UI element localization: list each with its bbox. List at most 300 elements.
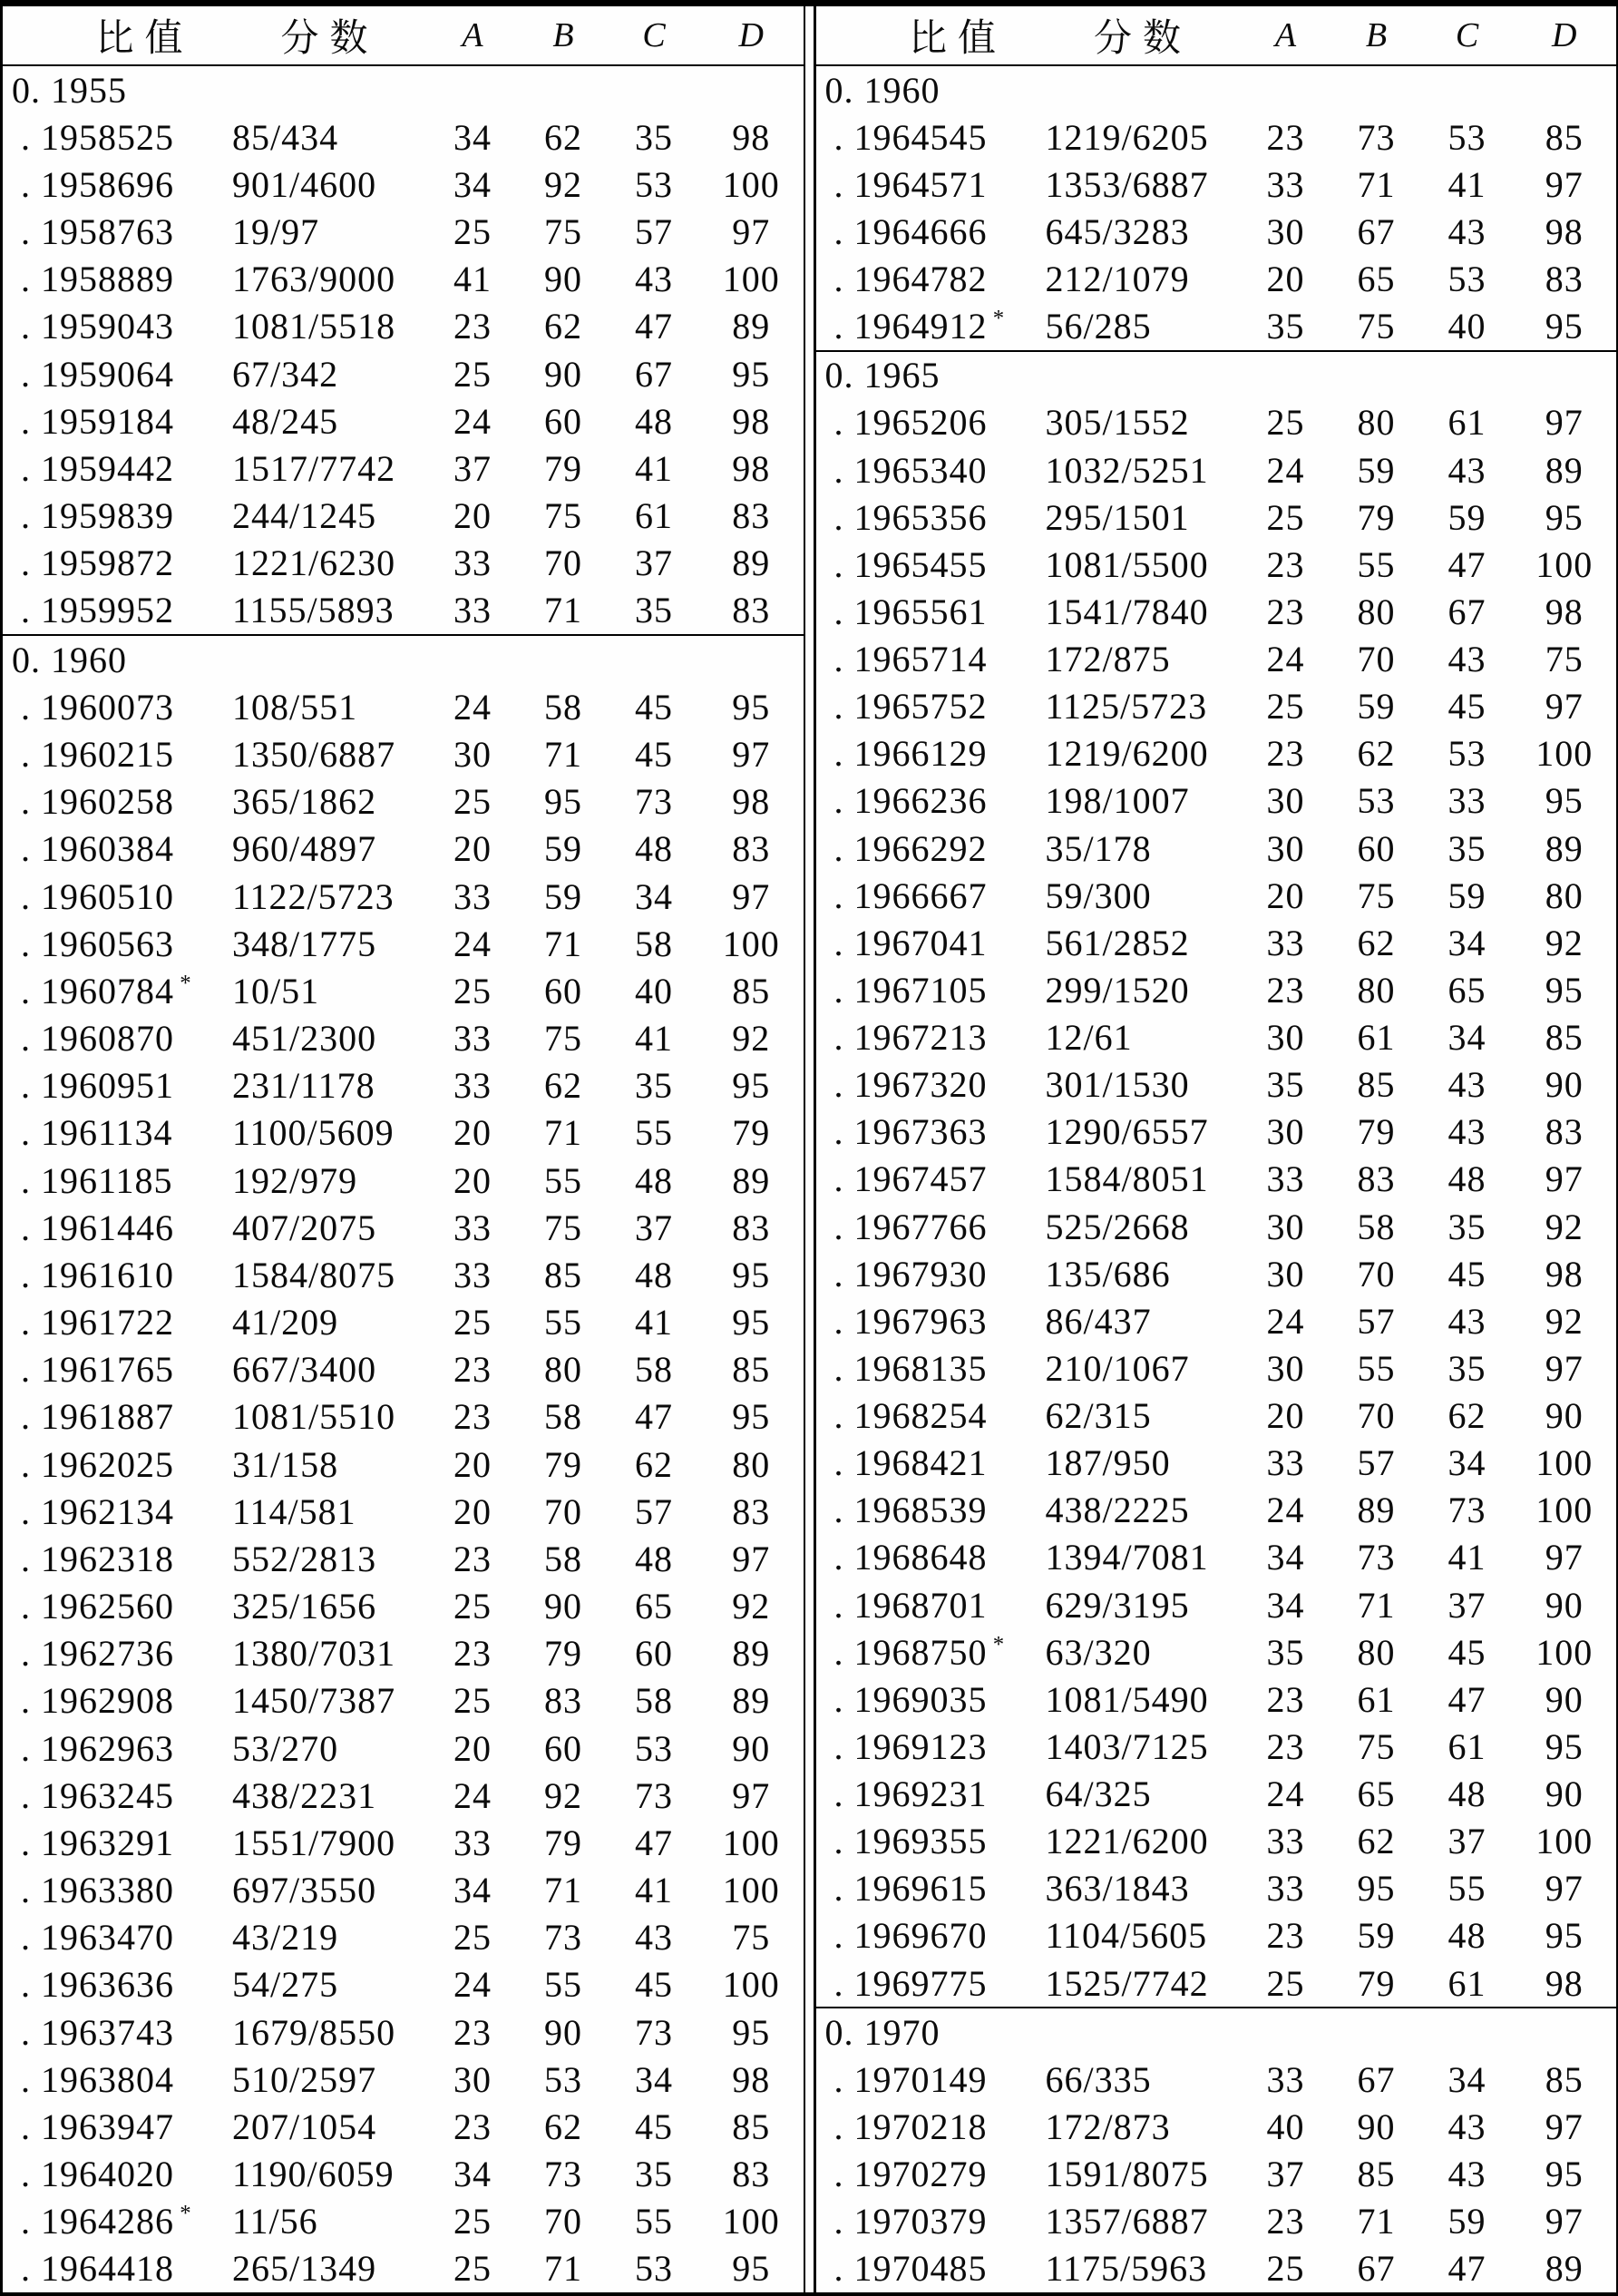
value-b-cell: 70	[1357, 639, 1396, 680]
value-a-cell: 20	[1266, 259, 1305, 300]
value-c-cell: 57	[635, 1490, 673, 1532]
value-b-cell: 73	[1357, 116, 1396, 158]
value-a-cell: 30	[1266, 1347, 1305, 1389]
ratio-cell: . 1961446	[21, 1207, 174, 1248]
table-row	[3, 1914, 804, 1961]
value-d-cell: 95	[732, 686, 771, 728]
table-row	[816, 636, 1617, 683]
fraction-cell: 53/270	[232, 1727, 339, 1769]
value-c-cell: 61	[1447, 1725, 1486, 1767]
value-a-cell: 23	[1266, 969, 1305, 1011]
fraction-cell: 645/3283	[1045, 210, 1190, 252]
value-a-cell: 25	[1266, 496, 1305, 538]
fraction-cell: 1104/5605	[1045, 1915, 1208, 1957]
fraction-cell: 1541/7840	[1045, 591, 1209, 632]
ratio-cell: . 1965206	[833, 402, 988, 444]
value-a-cell: 24	[453, 686, 492, 728]
table-row	[816, 541, 1617, 588]
fraction-cell: 207/1054	[232, 2105, 377, 2147]
value-a-cell: 25	[453, 1302, 492, 1343]
value-b-cell: 95	[1357, 1868, 1396, 1910]
value-c-cell: 57	[635, 211, 673, 253]
ratio-cell: . 1969035	[833, 1678, 988, 1720]
value-d-cell: 95	[732, 1396, 771, 1438]
value-c-cell: 55	[635, 2201, 673, 2242]
table-row	[3, 1772, 804, 1819]
fraction-cell: 172/875	[1045, 639, 1171, 680]
fraction-cell: 1221/6230	[232, 542, 396, 584]
value-a-cell: 33	[1266, 2058, 1305, 2100]
ratio-cell: . 1970218	[833, 2105, 988, 2147]
ratio-cell: . 1967320	[833, 1064, 988, 1106]
value-a-cell: 35	[1266, 1631, 1305, 1673]
asterisk-marker: *	[174, 971, 191, 996]
value-a-cell: 30	[1266, 210, 1305, 252]
value-a-cell: 20	[1266, 874, 1305, 916]
table-row	[3, 1346, 804, 1393]
column-header-c: C	[1455, 16, 1479, 54]
value-d-cell: 95	[732, 1065, 771, 1107]
fraction-cell: 1551/7900	[232, 1822, 396, 1863]
table-row	[816, 2245, 1617, 2292]
value-a-cell: 23	[1266, 1725, 1305, 1767]
table-row	[3, 1062, 804, 1109]
ratio-cell: . 1965340	[833, 449, 988, 491]
value-b-cell: 79	[544, 1633, 582, 1675]
value-c-cell: 41	[1447, 1537, 1486, 1578]
value-b-cell: 62	[1357, 1821, 1396, 1862]
fraction-cell: 1081/5500	[1045, 543, 1209, 585]
value-b-cell: 79	[544, 1443, 582, 1485]
column-header-b: B	[1365, 16, 1388, 54]
fraction-cell: 1081/5518	[232, 306, 396, 347]
value-d-cell: 85	[732, 1349, 771, 1391]
value-c-cell: 43	[1447, 639, 1486, 680]
value-a-cell: 30	[1266, 780, 1305, 822]
fraction-cell: 697/3550	[232, 1870, 377, 1911]
value-d-cell: 97	[1545, 163, 1584, 205]
value-b-cell: 65	[1357, 1773, 1396, 1815]
value-a-cell: 20	[453, 1727, 492, 1769]
value-b-cell: 62	[1357, 922, 1396, 963]
value-d-cell: 90	[1545, 1395, 1584, 1437]
ratio-cell: . 1969355	[833, 1821, 988, 1862]
value-d-cell: 97	[732, 1774, 771, 1816]
value-c-cell: 35	[635, 1065, 673, 1107]
value-b-cell: 79	[1357, 1111, 1396, 1153]
ratio-cell: . 1963380	[21, 1870, 174, 1911]
value-d-cell: 97	[732, 1538, 771, 1579]
value-c-cell: 59	[1447, 2201, 1486, 2242]
ratio-cell: . 1968421	[833, 1442, 988, 1484]
asterisk-marker: *	[987, 306, 1005, 331]
value-d-cell: 97	[1545, 1537, 1584, 1578]
value-b-cell: 80	[1357, 591, 1396, 632]
table-row	[3, 350, 804, 397]
value-d-cell: 83	[1545, 1111, 1584, 1153]
value-a-cell: 23	[453, 1538, 492, 1579]
section-label: 0. 1960	[12, 639, 127, 680]
fraction-cell: 552/2813	[232, 1538, 377, 1579]
table-row	[816, 2056, 1617, 2103]
fraction-cell: 48/245	[232, 400, 339, 442]
value-c-cell: 35	[635, 116, 673, 158]
table-row	[816, 1109, 1617, 1156]
value-b-cell: 70	[1357, 1253, 1396, 1295]
table-row	[3, 826, 804, 873]
table-row	[3, 1535, 804, 1582]
table-row	[3, 303, 804, 350]
value-a-cell: 30	[1266, 827, 1305, 869]
section-label: 0. 1965	[824, 355, 941, 396]
value-d-cell: 100	[722, 1870, 780, 1911]
value-a-cell: 33	[453, 542, 492, 584]
value-c-cell: 35	[635, 590, 673, 631]
value-d-cell: 97	[1545, 2105, 1584, 2147]
value-d-cell: 100	[722, 163, 780, 205]
value-a-cell: 20	[453, 1490, 492, 1532]
section-header-row	[816, 350, 1617, 399]
value-d-cell: 95	[1545, 969, 1584, 1011]
value-b-cell: 55	[1357, 1347, 1396, 1389]
value-a-cell: 33	[453, 1254, 492, 1295]
value-c-cell: 45	[635, 2105, 673, 2147]
table-row	[3, 1630, 804, 1677]
asterisk-marker: *	[987, 1632, 1005, 1657]
value-a-cell: 24	[453, 923, 492, 964]
value-b-cell: 71	[544, 590, 582, 631]
table-row	[3, 2008, 804, 2056]
value-c-cell: 65	[1447, 969, 1486, 1011]
column-header-d: D	[738, 16, 764, 54]
value-b-cell: 71	[544, 1112, 582, 1154]
value-c-cell: 47	[635, 1822, 673, 1863]
value-a-cell: 25	[453, 353, 492, 395]
table-row	[816, 2151, 1617, 2198]
ratio-cell: . 1970379	[833, 2201, 988, 2242]
value-d-cell: 75	[732, 1917, 771, 1959]
value-b-cell: 71	[544, 1870, 582, 1911]
value-d-cell: 98	[1545, 1253, 1584, 1295]
table-row	[816, 1061, 1617, 1109]
value-a-cell: 24	[1266, 1773, 1305, 1815]
value-c-cell: 48	[635, 828, 673, 870]
value-c-cell: 40	[635, 970, 673, 1011]
ratio-cell: . 1963470	[21, 1917, 174, 1959]
value-d-cell: 98	[1545, 591, 1584, 632]
ratio-cell: . 1965356	[833, 496, 988, 538]
section-header-row	[816, 66, 1617, 113]
fraction-cell: 212/1079	[1045, 259, 1190, 300]
value-d-cell: 97	[732, 733, 771, 775]
fraction-cell: 407/2075	[232, 1207, 377, 1248]
right-table-header	[816, 6, 1617, 66]
value-d-cell: 80	[1545, 874, 1584, 916]
value-a-cell: 23	[453, 2105, 492, 2147]
value-b-cell: 58	[544, 1396, 582, 1438]
value-c-cell: 43	[635, 259, 673, 300]
value-c-cell: 45	[635, 686, 673, 728]
table-row	[816, 1959, 1617, 2007]
value-c-cell: 45	[1447, 686, 1486, 728]
right-table-rows	[816, 66, 1617, 2292]
section-label: 0. 1960	[824, 69, 941, 111]
value-b-cell: 53	[544, 2058, 582, 2100]
table-row	[816, 446, 1617, 493]
value-a-cell: 33	[1266, 1158, 1305, 1200]
value-b-cell: 53	[1357, 780, 1396, 822]
value-c-cell: 37	[1447, 1821, 1486, 1862]
value-d-cell: 92	[1545, 922, 1584, 963]
table-row	[816, 1297, 1617, 1344]
table-row	[3, 2056, 804, 2103]
value-b-cell: 79	[544, 447, 582, 489]
table-row	[3, 1724, 804, 1772]
value-d-cell: 98	[732, 2058, 771, 2100]
table-row	[816, 777, 1617, 825]
value-b-cell: 61	[1357, 1017, 1396, 1059]
ratio-cell: . 1960784 *	[21, 970, 191, 1011]
fraction-cell: 172/873	[1045, 2105, 1171, 2147]
value-c-cell: 48	[1447, 1158, 1486, 1200]
value-b-cell: 80	[1357, 969, 1396, 1011]
value-a-cell: 33	[453, 1018, 492, 1060]
value-b-cell: 90	[544, 259, 582, 300]
fraction-cell: 63/320	[1045, 1631, 1152, 1673]
column-header-a: A	[462, 16, 483, 54]
value-d-cell: 83	[732, 2154, 771, 2195]
ratio-cell: . 1969123	[833, 1725, 988, 1767]
ratio-cell: . 1962908	[21, 1680, 174, 1722]
table-row	[816, 730, 1617, 777]
table-row	[816, 588, 1617, 635]
ratio-cell: . 1968701	[833, 1584, 988, 1626]
ratio-cell: . 1968539	[833, 1490, 988, 1531]
value-d-cell: 97	[1545, 2201, 1584, 2242]
fraction-cell: 1394/7081	[1045, 1537, 1209, 1578]
value-d-cell: 85	[1545, 2058, 1584, 2100]
value-a-cell: 33	[1266, 163, 1305, 205]
column-header-fraction: 分数	[280, 18, 379, 60]
value-c-cell: 67	[1447, 591, 1486, 632]
value-c-cell: 43	[1447, 2105, 1486, 2147]
value-d-cell: 83	[732, 495, 771, 537]
value-b-cell: 58	[544, 686, 582, 728]
table-row	[3, 730, 804, 777]
section-header-row	[3, 66, 804, 113]
table-row	[816, 1581, 1617, 1628]
value-b-cell: 75	[1357, 874, 1396, 916]
ratio-cell: . 1961610	[21, 1254, 174, 1295]
value-a-cell: 33	[453, 1065, 492, 1107]
value-a-cell: 25	[453, 970, 492, 1011]
value-c-cell: 43	[1447, 1111, 1486, 1153]
value-d-cell: 98	[1545, 1962, 1584, 2004]
ratio-cell: . 1960073	[21, 686, 174, 728]
fraction-cell: 11/56	[232, 2201, 318, 2242]
value-b-cell: 62	[1357, 733, 1396, 775]
value-c-cell: 53	[1447, 116, 1486, 158]
value-a-cell: 23	[453, 306, 492, 347]
ratio-cell: . 1960870	[21, 1018, 174, 1060]
value-c-cell: 58	[635, 1680, 673, 1722]
fraction-cell: 295/1501	[1045, 496, 1190, 538]
value-a-cell: 24	[1266, 639, 1305, 680]
value-a-cell: 20	[453, 495, 492, 537]
value-c-cell: 43	[1447, 449, 1486, 491]
value-b-cell: 92	[544, 163, 582, 205]
section-label: 0. 1955	[12, 69, 127, 111]
table-row	[3, 113, 804, 161]
value-b-cell: 58	[544, 1538, 582, 1579]
fraction-cell: 265/1349	[232, 2248, 377, 2290]
value-d-cell: 83	[732, 1207, 771, 1248]
value-b-cell: 55	[1357, 543, 1396, 585]
value-d-cell: 85	[732, 970, 771, 1011]
fraction-cell: 12/61	[1045, 1017, 1133, 1059]
value-d-cell: 100	[1535, 1631, 1594, 1673]
fraction-cell: 363/1843	[1045, 1868, 1190, 1910]
value-b-cell: 60	[1357, 827, 1396, 869]
ratio-cell: . 1962560	[21, 1586, 174, 1627]
fraction-cell: 64/325	[1045, 1773, 1152, 1815]
value-d-cell: 97	[732, 875, 771, 917]
value-a-cell: 34	[453, 116, 492, 158]
value-d-cell: 95	[1545, 780, 1584, 822]
fraction-cell: 438/2225	[1045, 1490, 1190, 1531]
ratio-cell: . 1967963	[833, 1300, 988, 1342]
fraction-cell: 35/178	[1045, 827, 1152, 869]
fraction-cell: 1175/5963	[1045, 2248, 1208, 2290]
fraction-cell: 1221/6200	[1045, 1821, 1209, 1862]
value-d-cell: 90	[1545, 1064, 1584, 1106]
value-d-cell: 83	[732, 828, 771, 870]
value-b-cell: 71	[544, 733, 582, 775]
value-b-cell: 58	[1357, 1206, 1396, 1247]
fraction-cell: 62/315	[1045, 1395, 1152, 1437]
fraction-cell: 1100/5609	[232, 1112, 395, 1154]
ratio-cell: . 1965561	[833, 591, 988, 632]
fraction-cell: 1380/7031	[232, 1633, 396, 1675]
value-b-cell: 85	[1357, 2154, 1396, 2195]
ratio-cell: . 1968648	[833, 1537, 988, 1578]
ratio-cell: . 1958763	[21, 211, 174, 253]
fraction-cell: 43/219	[232, 1917, 339, 1959]
value-d-cell: 100	[1535, 1490, 1594, 1531]
value-d-cell: 95	[732, 353, 771, 395]
ratio-cell: . 1966129	[833, 733, 988, 775]
fraction-cell: 85/434	[232, 116, 339, 158]
right-table-panel	[816, 6, 1617, 2292]
fraction-cell: 31/158	[232, 1443, 339, 1485]
value-c-cell: 53	[635, 2248, 673, 2290]
table-row	[3, 873, 804, 920]
table-row	[816, 1392, 1617, 1440]
value-b-cell: 60	[544, 1727, 582, 1769]
value-d-cell: 92	[732, 1586, 771, 1627]
ratio-cell: . 1963743	[21, 2011, 174, 2053]
value-a-cell: 25	[453, 781, 492, 823]
value-d-cell: 90	[1545, 1584, 1584, 1626]
value-c-cell: 58	[635, 923, 673, 964]
value-b-cell: 90	[544, 1586, 582, 1627]
ratio-cell: . 1959872	[21, 542, 174, 584]
value-b-cell: 85	[544, 1254, 582, 1295]
value-d-cell: 97	[1545, 686, 1584, 728]
value-b-cell: 75	[544, 211, 582, 253]
value-b-cell: 67	[1357, 210, 1396, 252]
table-row	[816, 1723, 1617, 1770]
value-d-cell: 89	[732, 1159, 771, 1201]
fraction-cell: 667/3400	[232, 1349, 377, 1391]
value-a-cell: 33	[453, 875, 492, 917]
value-a-cell: 25	[453, 2201, 492, 2242]
fraction-cell: 299/1520	[1045, 969, 1190, 1011]
value-a-cell: 30	[1266, 1111, 1305, 1153]
value-b-cell: 70	[544, 1490, 582, 1532]
ratio-cell: . 1970485	[833, 2248, 988, 2290]
fraction-cell: 325/1656	[232, 1586, 377, 1627]
value-d-cell: 90	[732, 1727, 771, 1769]
ratio-cell: . 1959043	[21, 306, 174, 347]
column-header-fraction: 分数	[1093, 18, 1192, 60]
value-a-cell: 24	[453, 400, 492, 442]
ratio-cell: . 1967457	[833, 1158, 988, 1200]
table-row	[3, 1819, 804, 1866]
value-d-cell: 85	[1545, 1017, 1584, 1059]
value-c-cell: 43	[1447, 2154, 1486, 2195]
fraction-cell: 1679/8550	[232, 2011, 396, 2053]
value-b-cell: 62	[544, 306, 582, 347]
value-c-cell: 41	[635, 1870, 673, 1911]
ratio-cell: . 1960510	[21, 875, 174, 917]
value-c-cell: 41	[635, 447, 673, 489]
fraction-cell: 41/209	[232, 1302, 339, 1343]
value-c-cell: 61	[1447, 402, 1486, 444]
table-row	[3, 2151, 804, 2198]
fraction-cell: 210/1067	[1045, 1347, 1190, 1389]
value-b-cell: 60	[544, 400, 582, 442]
fraction-cell: 438/2231	[232, 1774, 377, 1816]
table-row	[3, 1867, 804, 1914]
fraction-cell: 1122/5723	[232, 875, 395, 917]
value-c-cell: 47	[1447, 2248, 1486, 2290]
table-row	[3, 1393, 804, 1441]
value-d-cell: 100	[722, 2201, 780, 2242]
table-row	[3, 587, 804, 634]
value-c-cell: 55	[635, 1112, 673, 1154]
value-a-cell: 23	[1266, 2201, 1305, 2242]
value-b-cell: 75	[544, 495, 582, 537]
value-d-cell: 95	[1545, 2154, 1584, 2195]
table-row	[3, 967, 804, 1014]
value-c-cell: 41	[1447, 163, 1486, 205]
value-a-cell: 24	[1266, 1490, 1305, 1531]
table-row	[3, 1488, 804, 1535]
value-a-cell: 24	[453, 1774, 492, 1816]
ratio-cell: . 1964545	[833, 116, 988, 158]
value-b-cell: 85	[1357, 1064, 1396, 1106]
fraction-cell: 66/335	[1045, 2058, 1152, 2100]
value-a-cell: 20	[453, 828, 492, 870]
table-row	[816, 161, 1617, 208]
value-c-cell: 35	[1447, 827, 1486, 869]
fraction-cell: 1290/6557	[1045, 1111, 1209, 1153]
fraction-cell: 901/4600	[232, 163, 377, 205]
table-row	[816, 919, 1617, 966]
ratio-cell: . 1961134	[21, 1112, 173, 1154]
table-row	[3, 778, 804, 826]
